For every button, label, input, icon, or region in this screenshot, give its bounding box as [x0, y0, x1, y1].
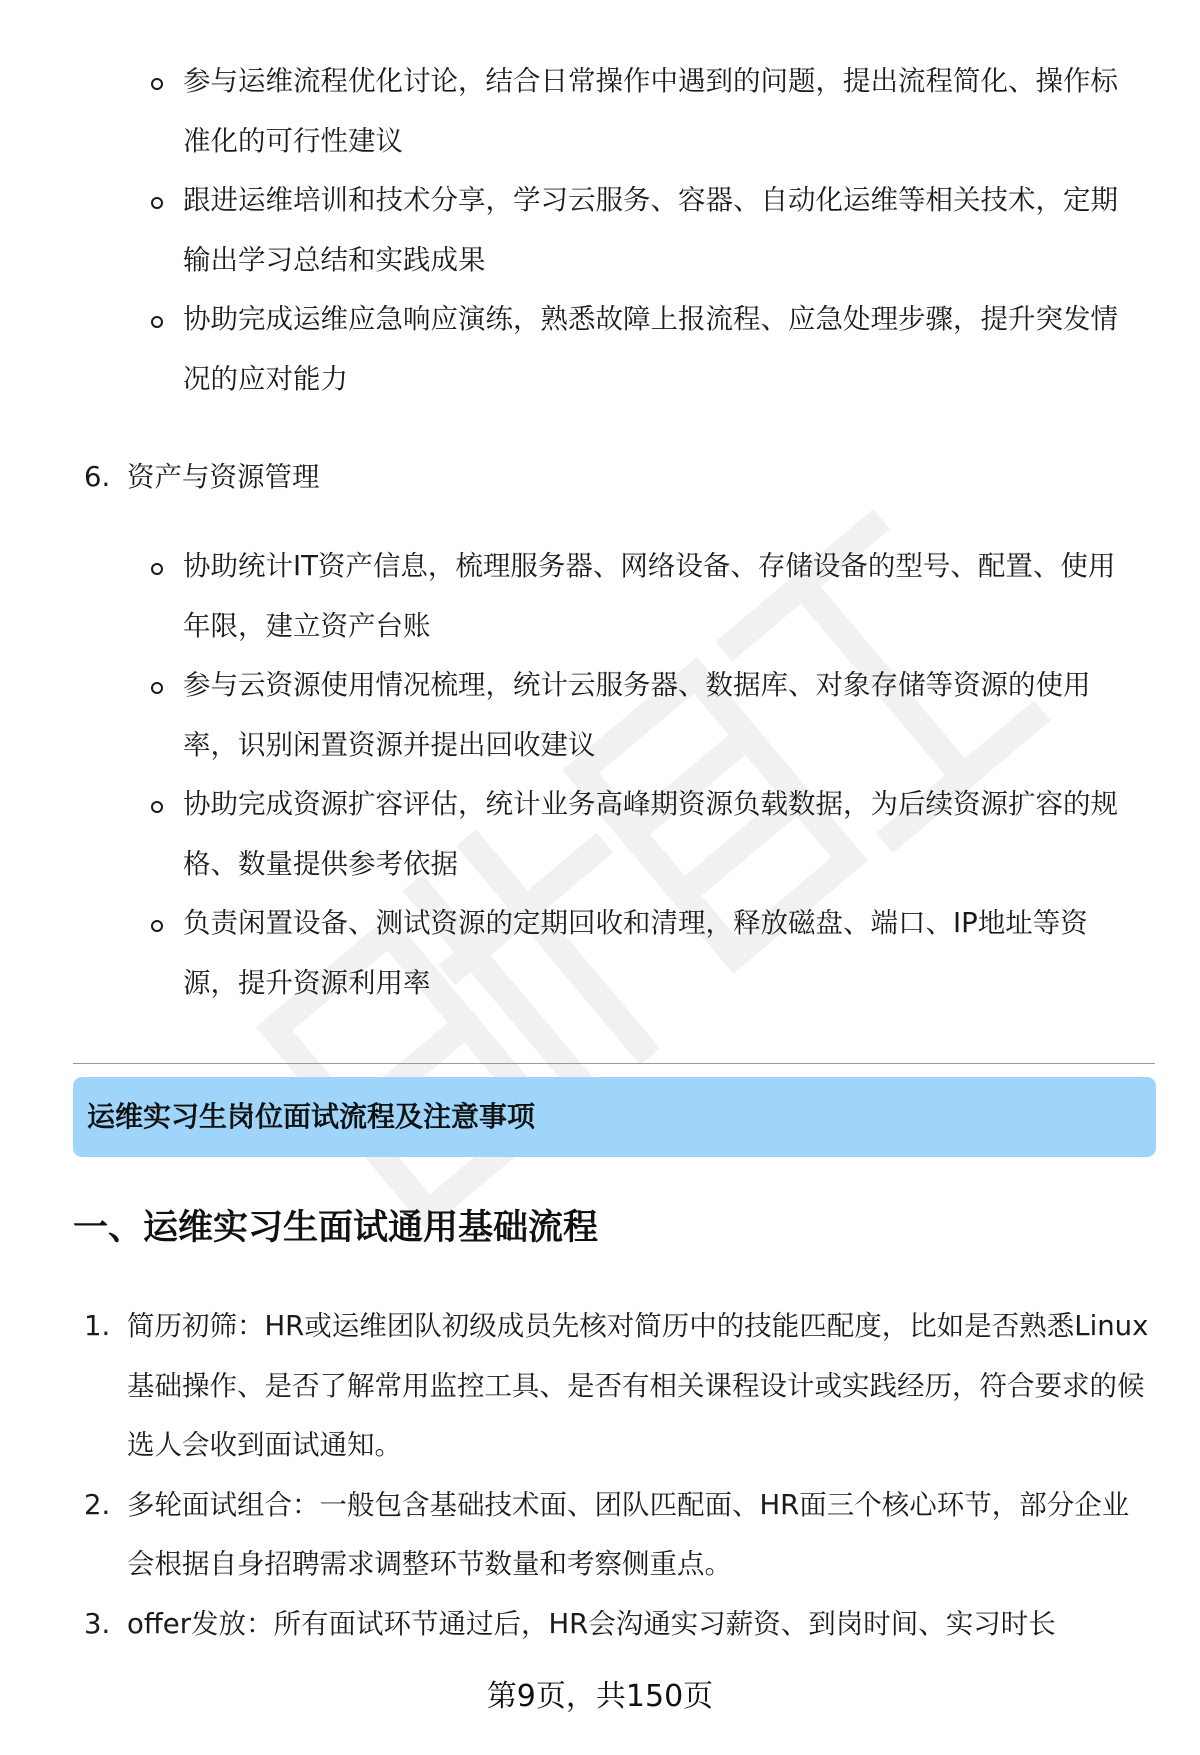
section-title: 资产与资源管理 — [127, 461, 320, 493]
list-item: 负责闲置设备、测试资源的定期回收和清理，释放磁盘、端口、IP地址等资源，提升资源利用率 — [150, 894, 1140, 1013]
list-item: 跟进运维培训和技术分享，学习云服务、容器、自动化运维等相关技术，定期输出学习总结和实践成果 — [150, 171, 1140, 290]
section-6-heading — [84, 452, 320, 502]
list-item: 协助完成资源扩容评估，统计业务高峰期资源负载数据，为后续资源扩容的规格、数量提供参考依据 — [150, 775, 1140, 894]
process-steps-list — [84, 1297, 1156, 1654]
list-item: 协助统计IT资产信息，梳理服务器、网络设备、存储设备的型号、配置、使用年限，建立资产台账 — [150, 537, 1140, 656]
page-footer: 第9页，共150页 — [486, 1679, 714, 1714]
divider — [73, 1063, 1155, 1064]
step-text: offer发放：所有面试环节通过后，HR会沟通实习薪资、到岗时间、实习时长 — [127, 1607, 1056, 1640]
list-item: 协助完成运维应急响应演练，熟悉故障上报流程、应急处理步骤，提升突发情况的应对能力 — [150, 290, 1140, 409]
list-item — [84, 1297, 1156, 1476]
section-number: 6. — [84, 461, 111, 493]
section-6-bullet-list — [150, 537, 1140, 1013]
top-bullet-list — [150, 52, 1140, 409]
page-heading: 一、运维实习生面试通用基础流程 — [73, 1208, 599, 1248]
list-item — [84, 1476, 1156, 1595]
step-number: 1. — [84, 1310, 111, 1342]
list-item: 参与运维流程优化讨论，结合日常操作中遇到的问题，提出流程简化、操作标准化的可行性建议 — [150, 52, 1140, 171]
list-item: 参与云资源使用情况梳理，统计云服务器、数据库、对象存储等资源的使用率，识别闲置资源并提出回收建议 — [150, 656, 1140, 775]
step-text: 简历初筛：HR或运维团队初级成员先核对简历中的技能匹配度，比如是否熟悉Linux基础操作、是否了解常用监控工具、是否有相关课程设计或实践经历，符合要求的候选人会收到面试通知。 — [127, 1310, 1149, 1461]
list-item — [84, 1595, 1156, 1655]
step-number: 3. — [84, 1607, 111, 1640]
section-banner: 运维实习生岗位面试流程及注意事项 — [73, 1077, 1156, 1157]
step-text: 多轮面试组合：一般包含基础技术面、团队匹配面、HR面三个核心环节，部分企业会根据自身招聘需求调整环节数量和考察侧重点。 — [127, 1488, 1130, 1580]
step-number: 2. — [84, 1488, 111, 1521]
